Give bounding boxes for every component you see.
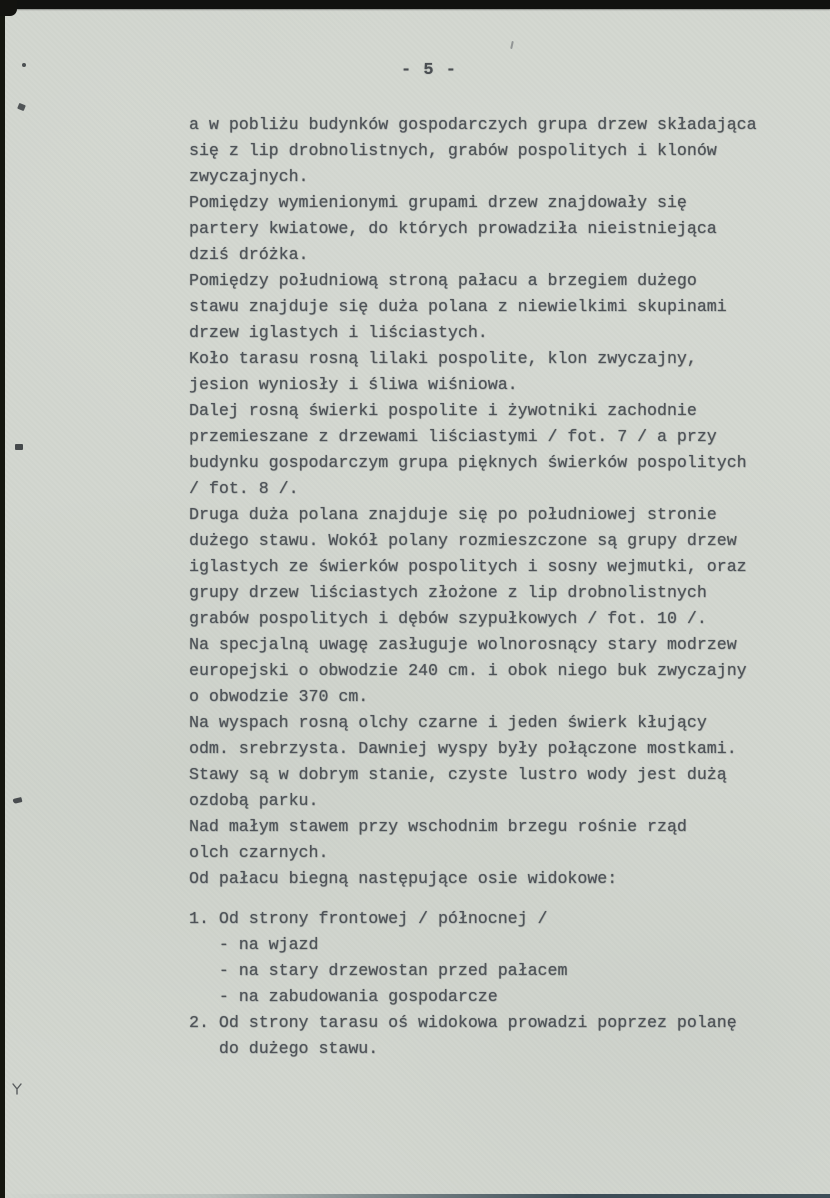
text-line: do dużego stawu.	[189, 1039, 379, 1058]
text-line: partery kwiatowe, do których prowadziła nieistniejąca	[189, 219, 717, 238]
ink-mark-y	[11, 1083, 23, 1095]
text-line: Na specjalną uwagę zasługuje wolnorosnący stary modrzew	[189, 635, 737, 654]
text-line: Pomiędzy południową stroną pałacu a brzegiem dużego	[189, 271, 697, 290]
text-line: dużego stawu. Wokół polany rozmieszczone są grupy drzew	[189, 531, 737, 550]
scan-edge-left	[0, 0, 5, 1198]
text-line: iglastych ze świerków pospolitych i sosny wejmutki, oraz	[189, 557, 747, 576]
ink-speck	[15, 444, 23, 450]
text-line: zwyczajnych.	[189, 167, 309, 186]
text-line: grupy drzew liściastych złożone z lip drobnolistnych	[189, 583, 707, 602]
text-line: ozdobą parku.	[189, 791, 319, 810]
ink-speck	[510, 41, 514, 49]
text-line: Stawy są w dobrym stanie, czyste lustro wody jest dużą	[189, 765, 727, 784]
text-line: się z lip drobnolistnych, grabów pospolitych i klonów	[189, 141, 717, 160]
text-line: 2. Od strony tarasu oś widokowa prowadzi poprzez polanę	[189, 1013, 737, 1032]
text-line: grabów pospolitych i dębów szypułkowych / fot. 10 /.	[189, 609, 707, 628]
body-text	[189, 112, 799, 892]
scan-edge-top	[0, 0, 830, 9]
text-line: / fot. 8 /.	[189, 479, 299, 498]
ink-speck	[22, 63, 26, 67]
document-text	[189, 112, 799, 1062]
text-line: a w pobliżu budynków gospodarczych grupa drzew składająca	[189, 115, 757, 134]
text-line: Na wyspach rosną olchy czarne i jeden świerk kłujący	[189, 713, 707, 732]
text-line: Nad małym stawem przy wschodnim brzegu rośnie rząd	[189, 817, 687, 836]
text-line: - na stary drzewostan przed pałacem	[189, 961, 568, 980]
text-line: Od pałacu biegną następujące osie widokowe:	[189, 869, 618, 888]
text-line: europejski o obwodzie 240 cm. i obok niego buk zwyczajny	[189, 661, 747, 680]
text-line: 1. Od strony frontowej / północnej /	[189, 909, 548, 928]
text-line: - na wjazd	[189, 935, 319, 954]
ink-speck	[13, 797, 23, 804]
text-line: olch czarnych.	[189, 843, 329, 862]
ink-speck	[17, 103, 26, 111]
page-number: - 5 -	[401, 61, 458, 80]
text-line: Druga duża polana znajduje się po południowej stronie	[189, 505, 717, 524]
text-line: przemieszane z drzewami liściastymi / fot. 7 / a przy	[189, 427, 717, 446]
text-line: drzew iglastych i liściastych.	[189, 323, 488, 342]
text-line: stawu znajduje się duża polana z niewielkimi skupinami	[189, 297, 727, 316]
text-line: o obwodzie 370 cm.	[189, 687, 369, 706]
scan-edge-bottom	[0, 1194, 830, 1198]
text-line: - na zabudowania gospodarcze	[189, 987, 498, 1006]
text-line: Koło tarasu rosną lilaki pospolite, klon zwyczajny,	[189, 349, 697, 368]
scan-corner-blotch	[0, 0, 17, 16]
text-line: Pomiędzy wymienionymi grupami drzew znajdowały się	[189, 193, 687, 212]
view-axes-list	[189, 906, 799, 1062]
text-line: budynku gospodarczym grupa pięknych świerków pospolitych	[189, 453, 747, 472]
text-line: odm. srebrzysta. Dawniej wyspy były połączone mostkami.	[189, 739, 737, 758]
text-line: dziś dróżka.	[189, 245, 309, 264]
text-line: jesion wyniosły i śliwa wiśniowa.	[189, 375, 518, 394]
text-line: Dalej rosną świerki pospolite i żywotniki zachodnie	[189, 401, 697, 420]
